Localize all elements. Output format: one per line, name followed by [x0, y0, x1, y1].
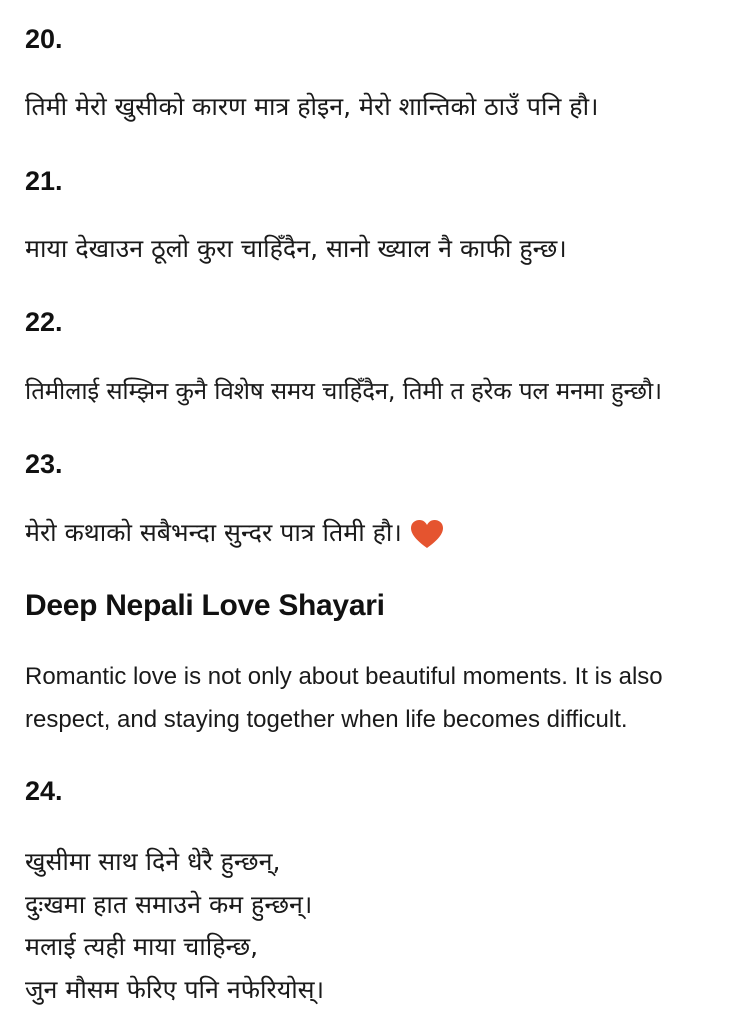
shayari-number: 23. [25, 449, 63, 479]
poem-line: दुःखमा हात समाउने कम हुन्छन्। [25, 890, 313, 919]
poem-line: मलाई त्यही माया चाहिन्छ, [25, 932, 259, 961]
shayari-text: तिमी मेरो खुसीको कारण मात्र होइन, मेरो शान्तिको ठाउँ पनि हौ। [25, 92, 599, 121]
shayari-text: तिमीलाई सम्झिन कुनै विशेष समय चाहिँदैन, तिमी त हरेक पल मनमा हुन्छौ। [25, 377, 662, 405]
shayari-number: 22. [25, 307, 63, 337]
shayari-number: 21. [25, 166, 63, 196]
shayari-number: 20. [25, 24, 63, 54]
poem-line: जुन मौसम फेरिए पनि नफेरियोस्। [25, 975, 325, 1004]
shayari-text: मेरो कथाको सबैभन्दा सुन्दर पात्र तिमी हौ। [25, 518, 402, 547]
section-paragraph: Romantic love is not only about beautiful moments. It is also respect, and staying together when life becomes difficult. [25, 663, 663, 733]
poem-line: खुसीमा साथ दिने धेरै हुन्छन्, [25, 847, 281, 876]
shayari-number: 24. [25, 776, 63, 806]
shayari-text: माया देखाउन ठूलो कुरा चाहिँदैन, सानो ख्याल नै काफी हुन्छ। [25, 234, 567, 263]
shayari-line-with-heart [25, 516, 444, 550]
heart-emoji-icon [410, 519, 444, 550]
section-heading: Deep Nepali Love Shayari [25, 589, 385, 622]
